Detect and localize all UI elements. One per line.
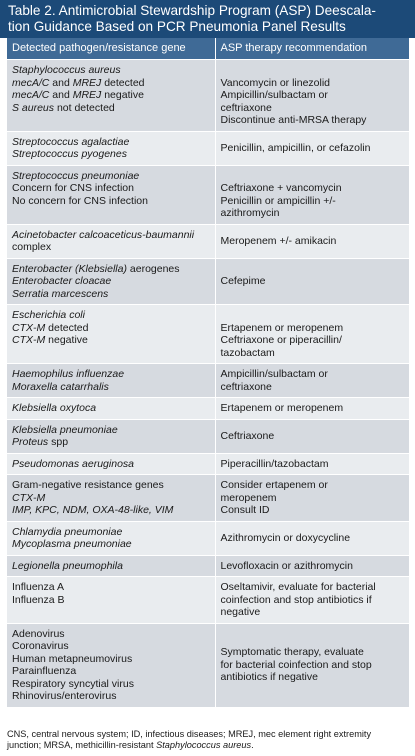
- pathogen-cell: [7, 623, 215, 707]
- pathogen-text: mecA/C: [12, 89, 50, 101]
- pathogen-text: Parainfluenza: [12, 665, 77, 677]
- table-row: [7, 224, 409, 258]
- pathogen-text: No concern for CNS infection: [12, 194, 148, 207]
- table-row: [7, 419, 409, 453]
- pathogen-text: Gram-negative resistance genes: [12, 479, 164, 491]
- pathogen-line: [12, 89, 210, 102]
- header-pathogen: Detected pathogen/resistance gene: [7, 38, 215, 60]
- therapy-line: Penicillin, ampicillin, or cefazolin: [220, 141, 371, 154]
- pathogen-text: Respiratory syncytial virus: [12, 677, 134, 690]
- footnote-italic: Staphylococcus aureus: [156, 740, 252, 750]
- header-therapy: ASP therapy recommendation: [215, 38, 409, 60]
- pathogen-text: Klebsiella pneumoniae: [12, 423, 118, 436]
- pathogen-line: [12, 136, 210, 149]
- pathogen-text: and: [49, 76, 73, 89]
- pathogen-line: [12, 64, 210, 77]
- table-row: [7, 453, 409, 475]
- pathogen-line: [12, 594, 210, 607]
- pathogen-cell: [7, 521, 215, 555]
- pathogen-text: complex: [12, 241, 52, 253]
- table-row: [7, 60, 409, 132]
- therapy-line: antibiotics if negative: [220, 671, 318, 684]
- pathogen-line: [12, 241, 210, 254]
- pathogen-text: Human metapneumovirus: [12, 652, 133, 665]
- pathogen-text: Acinetobacter calcoaceticus-baumannii: [12, 228, 195, 241]
- pathogen-text: Adenovirus: [12, 627, 65, 640]
- therapy-cell: [215, 577, 409, 624]
- pathogen-text: Influenza B: [12, 593, 65, 606]
- pathogen-line: [12, 492, 210, 505]
- pathogen-line: [12, 628, 210, 641]
- pathogen-line: [12, 77, 210, 90]
- therapy-line: ceftriaxone: [220, 101, 272, 114]
- pathogen-text: Concern for CNS infection: [12, 182, 134, 194]
- pathogen-text: Serratia marcescens: [12, 287, 109, 300]
- therapy-line: for bacterial coinfection and stop: [220, 658, 372, 671]
- pathogen-line: [12, 665, 210, 678]
- pathogen-line: [12, 690, 210, 703]
- pathogen-text: negative: [45, 334, 88, 346]
- therapy-line: negative: [220, 606, 261, 618]
- pathogen-line: [12, 275, 210, 288]
- pathogen-text: Haemophilus influenzae: [12, 368, 125, 380]
- table-row: [7, 398, 409, 420]
- pathogen-line: [12, 479, 210, 492]
- pathogen-line: [12, 560, 210, 573]
- pathogen-line: [12, 182, 210, 195]
- table-title-line-2: tion Guidance Based on PCR Pneumonia Panel Results: [8, 19, 346, 34]
- therapy-line: Ceftriaxone or piperacillin/: [220, 334, 342, 346]
- pathogen-line: [12, 436, 210, 449]
- pathogen-cell: [7, 305, 215, 364]
- pathogen-line: [12, 263, 210, 276]
- pathogen-text: Coronavirus: [12, 640, 69, 652]
- pathogen-line: [12, 381, 210, 394]
- table-row: [7, 258, 409, 305]
- footnote-text: junction; MRSA, methicillin-resistant: [7, 740, 157, 750]
- pathogen-line: [12, 322, 210, 335]
- pathogen-cell: [7, 165, 215, 224]
- pathogen-text: Streptococcus pyogenes: [12, 148, 127, 160]
- pathogen-text: and: [49, 89, 73, 101]
- table-row: [7, 364, 409, 398]
- pathogen-line: [12, 640, 210, 653]
- pathogen-text: IMP, KPC, NDM, OXA-48-like, VIM: [12, 504, 174, 516]
- pathogen-text: spp: [48, 436, 69, 448]
- pathogen-text: mecA/C: [12, 76, 50, 89]
- pathogen-text: Proteus: [12, 436, 49, 448]
- pathogen-line: [12, 229, 210, 242]
- pathogen-cell: [7, 453, 215, 475]
- therapy-line: azithromycin: [220, 207, 280, 219]
- pathogen-text: MREJ: [72, 89, 102, 101]
- pathogen-text: detected: [45, 321, 89, 334]
- footnote-line-2: [7, 740, 409, 751]
- therapy-line: tazobactam: [220, 346, 275, 359]
- footnote-end: .: [251, 740, 254, 750]
- pathogen-cell: [7, 419, 215, 453]
- footnote: [7, 729, 409, 751]
- pathogen-text: MREJ: [72, 76, 102, 89]
- therapy-line: Cefepime: [220, 275, 266, 287]
- therapy-cell: [215, 398, 409, 420]
- pathogen-line: [12, 195, 210, 208]
- pathogen-text: Mycoplasma pneumoniae: [12, 538, 132, 550]
- pathogen-line: [12, 102, 210, 115]
- pathogen-line: [12, 538, 210, 551]
- pathogen-cell: [7, 258, 215, 305]
- footnote-line-1: CNS, central nervous system; ID, infectious diseases; MREJ, mec element right extremity: [7, 729, 372, 739]
- pathogen-text: Enterobacter (Klebsiella): [12, 262, 127, 275]
- therapy-cell: [215, 453, 409, 475]
- therapy-cell: [215, 258, 409, 305]
- therapy-cell: [215, 475, 409, 522]
- pathogen-text: Enterobacter cloacae: [12, 275, 112, 287]
- pathogen-text: aerogenes: [126, 262, 180, 275]
- pathogen-cell: [7, 364, 215, 398]
- pathogen-cell: [7, 555, 215, 577]
- pathogen-text: Chlamydia pneumoniae: [12, 525, 123, 538]
- therapy-line: Ertapenem or meropenem: [220, 321, 344, 334]
- pathogen-text: CTX-M: [12, 491, 46, 504]
- pathogen-text: Klebsiella oxytoca: [12, 402, 97, 414]
- pathogen-text: CTX-M: [12, 321, 46, 334]
- table-title: [0, 0, 415, 38]
- pathogen-cell: [7, 577, 215, 624]
- table-label: Table 2.: [8, 3, 56, 18]
- therapy-cell: [215, 305, 409, 364]
- pathogen-cell: [7, 475, 215, 522]
- therapy-line: Ertapenem or meropenem: [220, 402, 344, 414]
- table-body: [7, 60, 409, 707]
- pathogen-line: [12, 424, 210, 437]
- therapy-line: Vancomycin or linezolid: [220, 76, 331, 89]
- pathogen-line: [12, 504, 210, 517]
- therapy-line: coinfection and stop antibiotics if: [220, 593, 372, 606]
- therapy-line: ceftriaxone: [220, 380, 272, 393]
- table-row: [7, 577, 409, 624]
- therapy-line: [221, 309, 405, 322]
- therapy-cell: [215, 165, 409, 224]
- pathogen-line: [12, 458, 210, 471]
- therapy-line: Penicillin or ampicillin +/-: [220, 194, 336, 207]
- therapy-line: Consider ertapenem or: [220, 479, 328, 491]
- therapy-line: Meropenem +/- amikacin: [220, 234, 337, 247]
- therapy-cell: [215, 623, 409, 707]
- pathogen-text: Legionella pneumophila: [12, 559, 123, 572]
- therapy-line: Ceftriaxone: [220, 429, 275, 442]
- therapy-cell: [215, 131, 409, 165]
- pathogen-text: Rhinovirus/enterovirus: [12, 690, 117, 702]
- pathogen-line: [12, 653, 210, 666]
- table-row: [7, 475, 409, 522]
- table-title-line-1: Antimicrobial Stewardship Program (ASP) Deescala-: [58, 3, 376, 18]
- pathogen-line: [12, 368, 210, 381]
- therapy-cell: [215, 521, 409, 555]
- therapy-line: Ceftriaxone + vancomycin: [220, 182, 342, 194]
- therapy-line: [221, 64, 405, 77]
- therapy-cell: [215, 555, 409, 577]
- header-row: [7, 38, 409, 60]
- pathogen-text: negative: [101, 89, 144, 101]
- pathogen-text: Escherichia coli: [12, 309, 85, 321]
- pathogen-text: Influenza A: [12, 581, 64, 593]
- therapy-line: Ampicillin/sulbactam or: [220, 368, 328, 380]
- therapy-line: Azithromycin or doxycycline: [220, 531, 351, 544]
- pathogen-line: [12, 170, 210, 183]
- table-row: [7, 623, 409, 707]
- table-row: [7, 305, 409, 364]
- guidance-table: [7, 38, 409, 707]
- table-row: [7, 521, 409, 555]
- therapy-line: [221, 170, 405, 183]
- pathogen-line: [12, 678, 210, 691]
- pathogen-text: Staphylococcus aureus: [12, 64, 121, 76]
- pathogen-cell: [7, 60, 215, 132]
- pathogen-line: [12, 334, 210, 347]
- therapy-line: Symptomatic therapy, evaluate: [220, 646, 364, 659]
- pathogen-text: Pseudomonas aeruginosa: [12, 457, 135, 470]
- pathogen-text: Streptococcus agalactiae: [12, 135, 130, 148]
- pathogen-line: [12, 581, 210, 594]
- pathogen-line: [12, 148, 210, 161]
- pathogen-line: [12, 526, 210, 539]
- therapy-line: meropenem: [220, 491, 277, 504]
- therapy-line: Piperacillin/tazobactam: [220, 457, 329, 470]
- pathogen-text: detected: [101, 76, 145, 89]
- table-row: [7, 165, 409, 224]
- table-row: [7, 555, 409, 577]
- pathogen-text: CTX-M: [12, 334, 46, 346]
- pathogen-text: S aureus: [12, 101, 55, 114]
- therapy-line: Levofloxacin or azithromycin: [220, 559, 353, 572]
- pathogen-cell: [7, 398, 215, 420]
- therapy-cell: [215, 419, 409, 453]
- therapy-cell: [215, 364, 409, 398]
- table-row: [7, 131, 409, 165]
- therapy-line: Ampicillin/sulbactam or: [220, 89, 328, 101]
- therapy-line: Consult ID: [220, 504, 270, 516]
- pathogen-text: Streptococcus pneumoniae: [12, 169, 140, 182]
- pathogen-cell: [7, 131, 215, 165]
- therapy-cell: [215, 60, 409, 132]
- therapy-line: Discontinue anti-MRSA therapy: [220, 114, 367, 126]
- therapy-line: Oseltamivir, evaluate for bacterial: [220, 581, 376, 593]
- pathogen-line: [12, 309, 210, 322]
- pathogen-text: not detected: [54, 101, 115, 114]
- pathogen-line: [12, 288, 210, 301]
- therapy-cell: [215, 224, 409, 258]
- pathogen-line: [12, 402, 210, 415]
- pathogen-text: Moraxella catarrhalis: [12, 380, 109, 393]
- pathogen-cell: [7, 224, 215, 258]
